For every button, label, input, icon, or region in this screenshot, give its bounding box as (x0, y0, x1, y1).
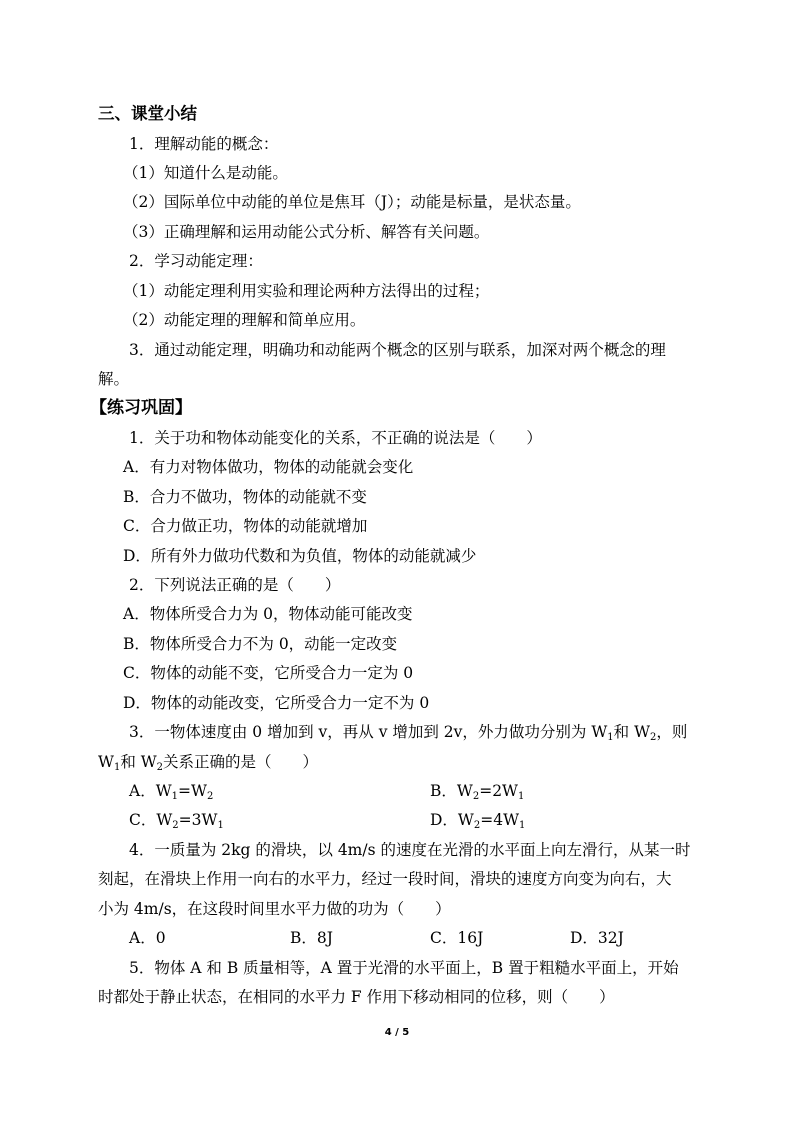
summary-item-1-3: （3）正确理解和运用动能公式分析、解答有关问题。 (123, 223, 490, 241)
q3-option-c: C．$W_2=3W_1$ (129, 811, 224, 831)
q4-stem-line1: 4．一质量为 2kg 的滑块，以 4m/s 的速度在光滑的水平面上向左滑行，从某一时 (129, 841, 691, 859)
summary-item-3-line2: 解。 (98, 370, 130, 388)
q4-stem-line2: 刻起，在滑块上作用一向右的水平力，经过一段时间，滑块的速度方向变为向右，大 (98, 870, 672, 888)
q5-stem-line1: 5．物体 A 和 B 质量相等，A 置于光滑的水平面上，B 置于粗糙水平面上，开始 (129, 959, 679, 977)
page-number: 4 / 5 (384, 1027, 410, 1038)
summary-item-1-2: （2）国际单位中动能的单位是焦耳（J）；动能是标量，是状态量。 (123, 193, 581, 211)
summary-item-1: 1．理解动能的概念： (129, 135, 279, 153)
q1-option-a: A．有力对物体做功，物体的动能就会变化 (123, 458, 414, 476)
q3-option-d: D．$W_2=4W_1$ (430, 811, 526, 831)
q4-stem-line3: 小为 4m/s，在这段时间里水平力做的功为（ ） (98, 900, 451, 918)
summary-item-2-2: （2）动能定理的理解和简单应用。 (123, 311, 366, 329)
q1-option-b: B．合力不做功，物体的动能就不变 (123, 488, 367, 506)
q1-option-d: D．所有外力做功代数和为负值，物体的动能就减少 (123, 547, 477, 565)
q2-option-a: A．物体所受合力为 0，物体动能可能改变 (123, 605, 413, 623)
summary-item-1-1: （1）知道什么是动能。 (123, 164, 288, 182)
q3-option-a: A．$W_1=W_2$ (129, 782, 214, 802)
summary-item-2-1: （1）动能定理利用实验和理论两种方法得出的过程； (123, 282, 490, 300)
q2-option-b: B．物体所受合力不为 0，动能一定改变 (123, 635, 398, 653)
q1-option-c: C．合力做正功，物体的动能就增加 (123, 517, 368, 535)
q4-option-c: C．16J (430, 929, 484, 947)
q2-option-c: C．物体的动能不变，它所受合力一定为 0 (123, 664, 414, 682)
q4-option-a: A．0 (129, 929, 166, 947)
q3-stem-line2: $W_1$和 $W_2$关系正确的是（ ） (98, 753, 319, 773)
q5-stem-line2: 时都处于静止状态，在相同的水平力 F 作用下移动相同的位移，则（ ） (98, 988, 615, 1006)
q3-option-b: B．$W_2=2W_1$ (430, 782, 525, 802)
practice-heading: 【练习巩固】 (90, 398, 192, 418)
q2-option-d: D．物体的动能改变，它所受合力一定不为 0 (123, 694, 430, 712)
summary-heading: 三、课堂小结 (98, 104, 197, 123)
q2-stem: 2．下列说法正确的是（ ） (129, 576, 341, 594)
q4-option-b: B．8J (290, 929, 333, 947)
summary-item-3-line1: 3．通过动能定理，明确功和动能两个概念的区别与联系，加深对两个概念的理 (129, 341, 666, 359)
q3-stem-line1: 3．一物体速度由 0 增加到 v，再从 v 增加到 2v，外力做功分别为 $W_1$和 $W_2$，则 (129, 723, 688, 743)
q1-stem: 1．关于功和物体动能变化的关系，不正确的说法是（ ） (129, 429, 542, 447)
summary-item-2: 2．学习动能定理： (129, 252, 263, 270)
q4-option-d: D．32J (570, 929, 624, 947)
